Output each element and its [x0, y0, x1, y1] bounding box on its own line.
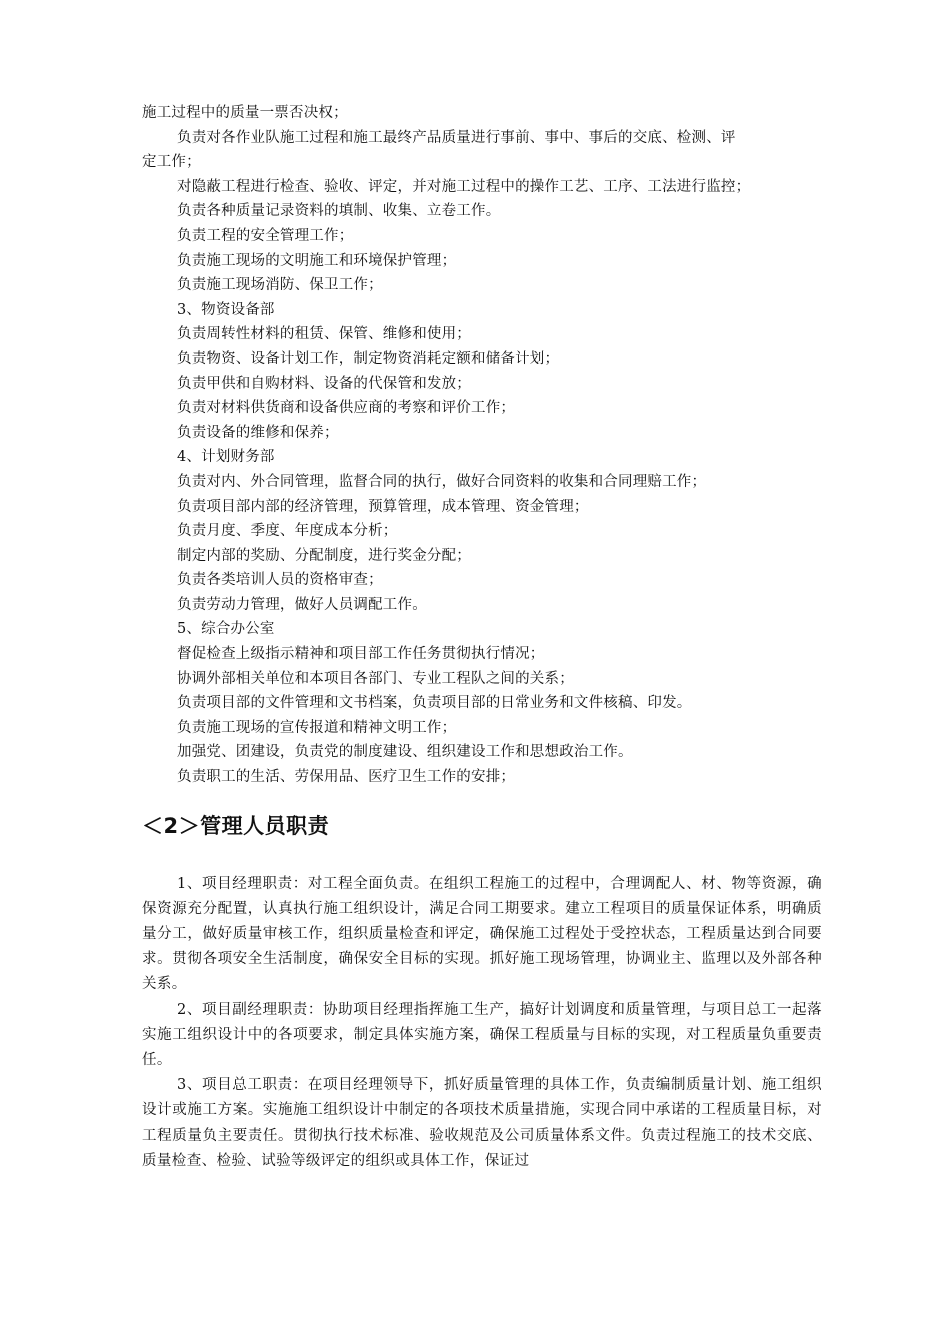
text-line: 负责各类培训人员的资格审查； [177, 572, 383, 589]
text-line: 加强党、团建设，负责党的制度建设、组织建设工作和思想政治工作。 [177, 744, 633, 761]
text-line: 负责劳动力管理，做好人员调配工作。 [177, 596, 427, 613]
text-line: 负责施工现场的宣传报道和精神文明工作； [177, 719, 457, 736]
text-line: 5、综合办公室 [177, 621, 275, 638]
text-line: 负责项目部的文件管理和文书档案，负责项目部的日常业务和文件核稿、印发。 [177, 695, 692, 712]
text-line: 负责甲供和自购材料、设备的代保管和发放； [177, 375, 471, 392]
text-line: 协调外部相关单位和本项目各部门、专业工程队之间的关系； [177, 670, 574, 687]
text-line: 督促检查上级指示精神和项目部工作任务贯彻执行情况； [177, 646, 545, 663]
text-line: 负责职工的生活、劳保用品、医疗卫生工作的安排； [177, 769, 516, 786]
text-line: 负责工程的安全管理工作； [177, 227, 354, 244]
paragraph-deputy-manager: 2、项目副经理职责：协助项目经理指挥施工生产，搞好计划调度和质量管理，与项目总工一起落实施工组织设计中的各项要求，制定具体实施方案，确保工程质量与目标的实现，对工程质量负重要责任。 [142, 1001, 822, 1069]
text-line: 4、计划财务部 [177, 449, 275, 466]
text-line: 负责周转性材料的租赁、保管、维修和使用； [177, 326, 471, 343]
section-heading: ＜2＞管理人员职责 [142, 813, 330, 838]
text-line: 负责对各作业队施工过程和施工最终产品质量进行事前、事中、事后的交底、检测、评 [177, 129, 736, 146]
paragraph-project-manager: 1、项目经理职责：对工程全面负责。在组织工程施工的过程中，合理调配人、材、物等资源，确保资源充分配置，认真执行施工组织设计，满足合同工期要求。建立工程项目的质量保证体系，明确质量分工，做好质量审核工作，组织质量检查和评定，确保施工过程处于受控状态，工程质量达到合同要求。贯彻各项安全生活制度，确保安全目标的实现。抓好施工现场管理，协调业主、监理以及外部各种关系。 [142, 875, 822, 993]
text-line: 负责对内、外合同管理，监督合同的执行，做好合同资料的收集和合同理赔工作； [177, 473, 707, 490]
text-line: 定工作； [142, 154, 201, 171]
text-line: 负责施工现场消防、保卫工作； [177, 277, 383, 294]
document-content [142, 101, 822, 1174]
text-line: 制定内部的奖励、分配制度，进行奖金分配； [177, 547, 471, 564]
text-line: 施工过程中的质量一票否决权； [142, 105, 348, 121]
text-line: 3、物资设备部 [177, 301, 275, 318]
text-line: 负责对材料供货商和设备供应商的考察和评价工作； [177, 400, 516, 417]
paragraph-chief-engineer: 3、项目总工职责：在项目经理领导下，抓好质量管理的具体工作，负责编制质量计划、施工组织设计或施工方案。实施施工组织设计中制定的各项技术质量措施，实现合同中承诺的工程质量目标，对工程质量负主要责任。贯彻执行技术标准、验收规范及公司质量体系文件。负责过程施工的技术交底、质量检查、检验、试验等级评定的组织或具体工作，保证过 [142, 1077, 822, 1169]
text-line: 负责各种质量记录资料的填制、收集、立卷工作。 [177, 203, 501, 220]
text-line: 负责设备的维修和保养； [177, 424, 339, 441]
text-line: 负责月度、季度、年度成本分析； [177, 523, 398, 540]
text-line: 负责项目部内部的经济管理，预算管理，成本管理、资金管理； [177, 498, 589, 515]
text-line: 负责施工现场的文明施工和环境保护管理； [177, 252, 457, 269]
section-staff-duties [142, 872, 822, 1174]
text-line: 负责物资、设备计划工作，制定物资消耗定额和储备计划； [177, 350, 560, 367]
text-line: 对隐蔽工程进行检查、验收、评定，并对施工过程中的操作工艺、工序、工法进行监控； [177, 178, 751, 195]
section-department-duties [142, 101, 822, 790]
